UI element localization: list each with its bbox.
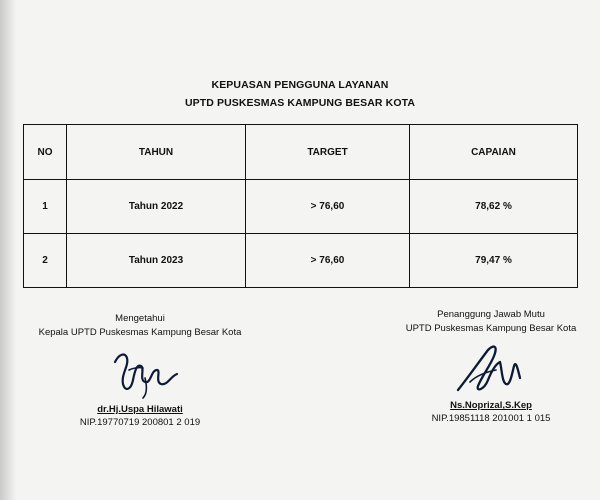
signatory-right-nip: NIP.19851118 201001 1 015 (431, 413, 551, 424)
signatory-right-line1: Penanggung Jawab Mutu (437, 309, 545, 320)
signatory-left-name: dr.Hj.Uspa Hilawati (97, 404, 183, 415)
satisfaction-table (23, 124, 578, 288)
signatory-right-line2: UPTD Puskesmas Kampung Besar Kota (405, 323, 577, 334)
header-tahun: TAHUN (67, 125, 246, 180)
page-edge-shadow (0, 0, 16, 500)
signatory-left-nip: NIP.19770719 200801 2 019 (79, 417, 201, 428)
cell-no: 1 (24, 180, 67, 234)
title-line-2: UPTD PUSKESMAS KAMPUNG BESAR KOTA (184, 97, 416, 109)
cell-tahun: Tahun 2023 (67, 234, 246, 288)
signature-block-left (20, 312, 260, 428)
cell-target: > 76,60 (246, 234, 410, 288)
signature-left-image (85, 340, 195, 402)
table-row (24, 180, 578, 234)
table-header-row (24, 125, 578, 180)
signatory-left-line1: Mengetahui (115, 313, 165, 324)
cell-tahun: Tahun 2022 (67, 180, 246, 234)
signature-block-right (382, 308, 600, 424)
cell-target: > 76,60 (246, 180, 410, 234)
cell-capaian: 79,47 % (410, 234, 578, 288)
header-target: TARGET (246, 125, 410, 180)
signature-right-image (436, 336, 546, 398)
header-no: NO (24, 125, 67, 180)
document-title (0, 76, 600, 112)
signatory-left-line2: Kepala UPTD Puskesmas Kampung Besar Kota (38, 327, 242, 338)
table-row (24, 234, 578, 288)
title-line-1: KEPUASAN PENGGUNA LAYANAN (211, 79, 389, 91)
cell-no: 2 (24, 234, 67, 288)
header-capaian: CAPAIAN (410, 125, 578, 180)
cell-capaian: 78,62 % (410, 180, 578, 234)
signatory-right-name: Ns.Noprizal,S.Kep (450, 400, 532, 411)
